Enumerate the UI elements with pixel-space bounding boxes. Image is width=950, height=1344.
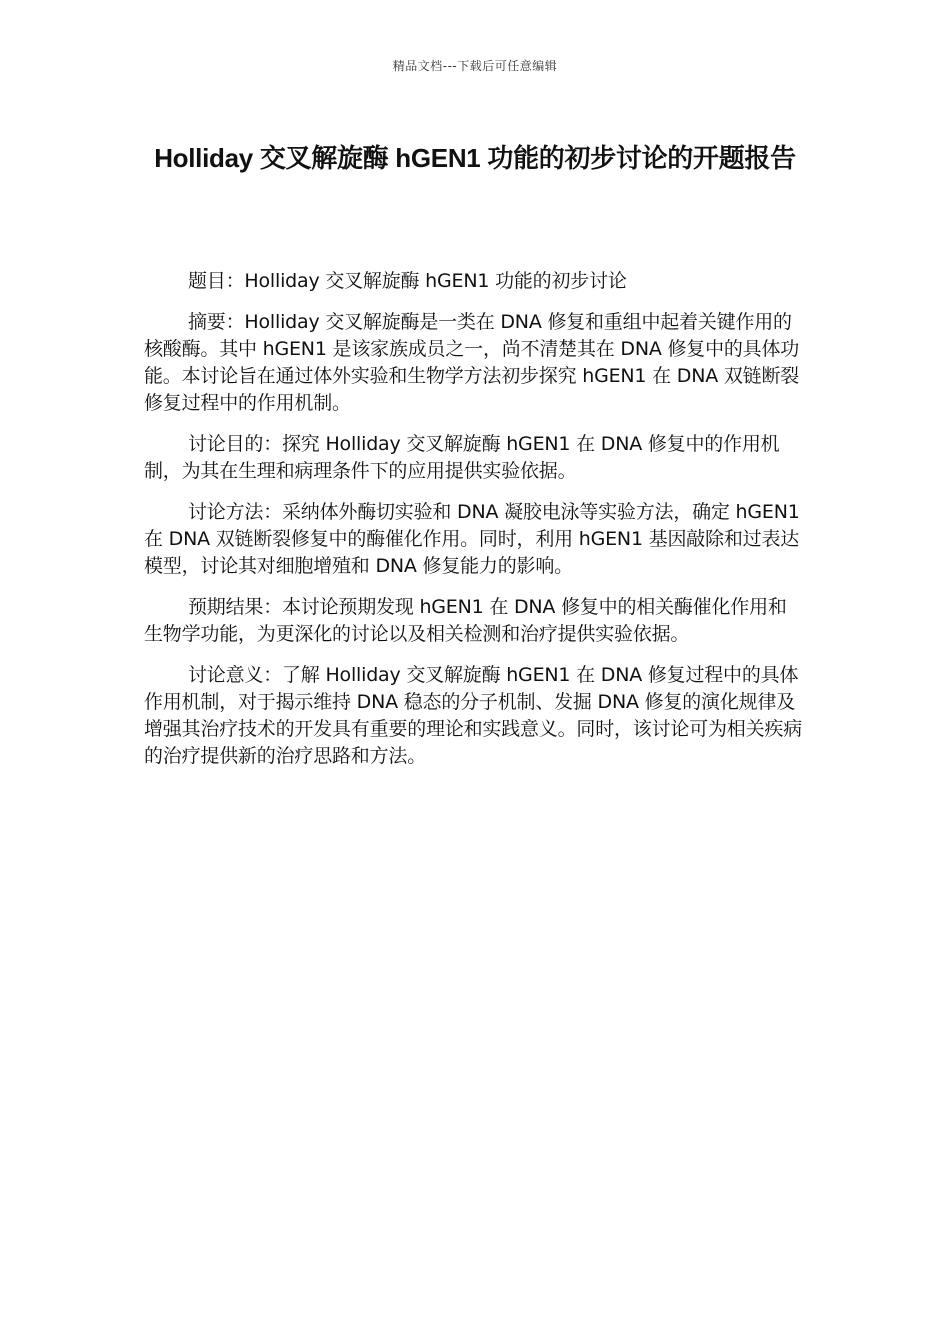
paragraph-purpose: 讨论目的：探究 Holliday 交叉解旋酶 hGEN1 在 DNA 修复中的作用机制，为其在生理和病理条件下的应用提供实验依据。 bbox=[144, 433, 780, 482]
paragraph-significance: 讨论意义：了解 Holliday 交叉解旋酶 hGEN1 在 DNA 修复过程中的具体作用机制，对于揭示维持 DNA 稳态的分子机制、发掘 DNA 修复的演化规律及增强其治疗技术的开发具有重要的理论和实践意义。同时，该讨论可为相关疾病的治疗提供新的治疗思路和方法。 bbox=[144, 664, 803, 767]
page-title: Holliday 交叉解旋酶 hGEN1 功能的初步讨论的开题报告 bbox=[154, 143, 796, 173]
paragraph-abstract: 摘要：Holliday 交叉解旋酶是一类在 DNA 修复和重组中起着关键作用的核酸酶。其中 hGEN1 是该家族成员之一，尚不清楚其在 DNA 修复中的具体功能。本讨论旨在通过体外实验和生物学方法初步探究 hGEN1 在 DNA 双链断裂修复过程中的作用机制。 bbox=[144, 311, 800, 414]
header-note: 精品文档---下载后可任意编辑 bbox=[392, 59, 558, 73]
paragraph-methods: 讨论方法：采纳体外酶切实验和 DNA 凝胶电泳等实验方法，确定 hGEN1 在 DNA 双链断裂修复中的酶催化作用。同时，利用 hGEN1 基因敲除和过表达模型，讨论其对细胞增殖和 DNA 修复能力的影响。 bbox=[144, 501, 800, 577]
paragraph-topic: 题目：Holliday 交叉解旋酶 hGEN1 功能的初步讨论 bbox=[188, 270, 627, 292]
document-body bbox=[144, 268, 804, 784]
paragraph-expected-results: 预期结果：本讨论预期发现 hGEN1 在 DNA 修复中的相关酶催化作用和生物学功能，为更深化的讨论以及相关检测和治疗提供实验依据。 bbox=[144, 596, 787, 645]
